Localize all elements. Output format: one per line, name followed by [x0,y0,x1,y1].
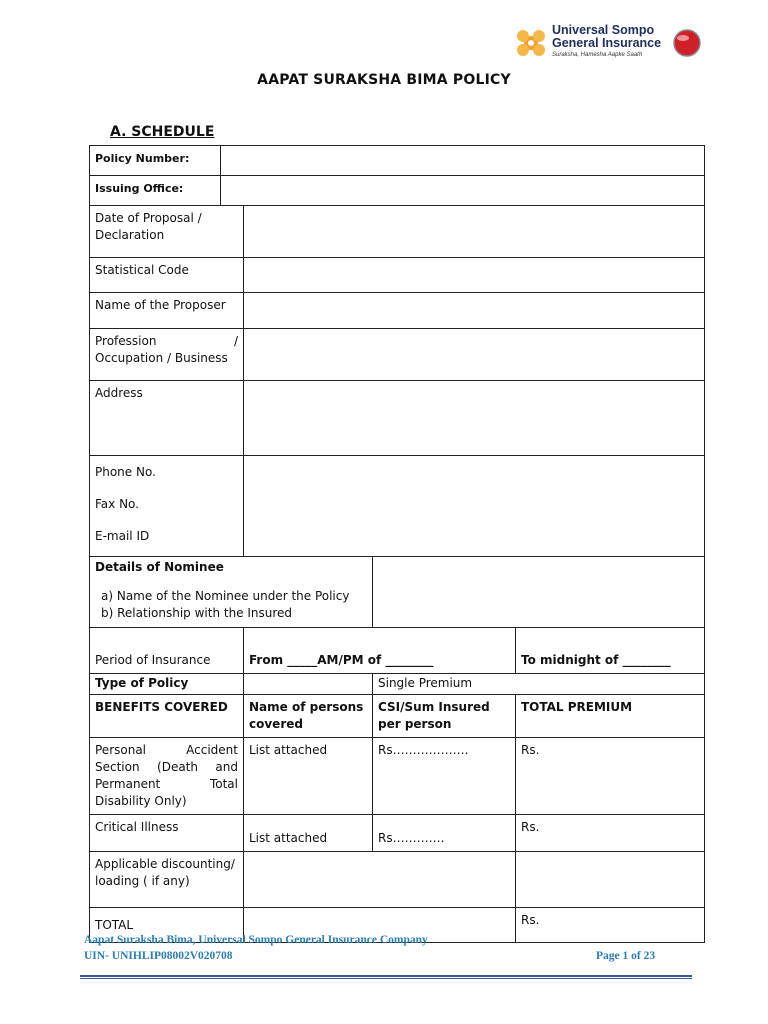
logo-emblem-icon [512,26,550,60]
type-of-policy-value: Single Premium [373,674,705,695]
table-row [90,674,705,695]
ci-premium[interactable]: Rs. [516,815,705,852]
ci-persons: List attached [244,815,373,852]
benefits-header-col2: Name of persons covered [244,695,373,738]
profession-label [90,329,244,381]
nominee-details [90,557,373,628]
company-logo [512,22,712,64]
pa-premium[interactable]: Rs. [516,738,705,815]
brand-name-line1: Universal Sompo [552,23,655,37]
profession-line2: Occupation / Business [95,351,228,365]
contact-value[interactable] [244,456,705,557]
proposer-name-label: Name of the Proposer [90,293,244,329]
discount-label: Applicable discounting/ loading ( if any) [90,852,244,908]
document-title: AAPAT SURAKSHA BIMA POLICY [257,72,511,88]
nominee-line-a: a) Name of the Nominee under the Policy [101,589,350,603]
nominee-heading: Details of Nominee [95,560,224,574]
brand-name-line2: General Insurance [552,36,662,50]
table-row [90,738,705,815]
discount-value[interactable] [244,852,516,908]
table-row [90,293,705,329]
address-value[interactable] [244,381,705,456]
proposer-name-value[interactable] [244,293,705,329]
table-row [90,557,705,628]
issuing-office-value[interactable] [221,176,705,206]
profession-line1: Profession / [95,334,238,348]
date-of-proposal-value[interactable] [244,206,705,258]
period-from[interactable]: From _____AM/PM of ________ [244,628,516,674]
table-row [90,456,705,557]
table-row [90,852,705,908]
policy-number-label: Policy Number: [90,146,221,176]
table-row [90,329,705,381]
statistical-code-label: Statistical Code [90,258,244,293]
footer-uin: UIN- UNIHLIP08002V020708 [84,950,233,962]
period-label: Period of Insurance [90,628,244,674]
total-premium[interactable]: Rs. [516,908,705,943]
logo-globe-icon [672,28,702,58]
nominee-line-b: b) Relationship with the Insured [101,606,293,620]
table-row [90,258,705,293]
footer-page-number: Page 1 of 23 [596,950,656,962]
discount-premium[interactable] [516,852,705,908]
table-row [90,815,705,852]
type-of-policy-label: Type of Policy [90,674,244,695]
table-row [90,695,705,738]
profession-value[interactable] [244,329,705,381]
total-label: TOTAL [90,908,244,943]
table-row [90,628,705,674]
ci-sum-insured[interactable]: Rs…………. [373,815,516,852]
nominee-value[interactable] [373,557,705,628]
phone-label: Phone No. [95,465,156,479]
policy-header-table [89,145,705,206]
address-label: Address [90,381,244,456]
contact-labels [90,456,244,557]
pa-sum-insured[interactable]: Rs………………. [373,738,516,815]
pa-persons: List attached [244,738,373,815]
email-label: E-mail ID [95,529,150,543]
issuing-office-label: Issuing Office: [90,176,221,206]
benefits-header-col4: TOTAL PREMIUM [516,695,705,738]
footer-divider [80,975,692,977]
brand-tagline: Suraksha, Hamesha Aapke Saath [552,52,643,58]
statistical-code-value[interactable] [244,258,705,293]
fax-label: Fax No. [95,497,139,511]
table-row [90,381,705,456]
policy-number-value[interactable] [221,146,705,176]
benefits-header-col1: BENEFITS COVERED [90,695,244,738]
table-row [90,206,705,258]
period-to[interactable]: To midnight of ________ [516,628,705,674]
footer-divider-thin [80,978,692,979]
schedule-table [89,205,705,943]
critical-illness-label: Critical Illness [90,815,244,852]
personal-accident-label: Personal Accident Section (Death and Permanent Total Disability Only) [90,738,244,815]
benefits-header-col3: CSI/Sum Insured per person [373,695,516,738]
section-title: A. SCHEDULE [110,124,215,140]
date-of-proposal-label: Date of Proposal / Declaration [90,206,244,258]
footer-company-line: Aapat Suraksha Bima, Universal Sompo General Insurance Company [84,934,428,946]
